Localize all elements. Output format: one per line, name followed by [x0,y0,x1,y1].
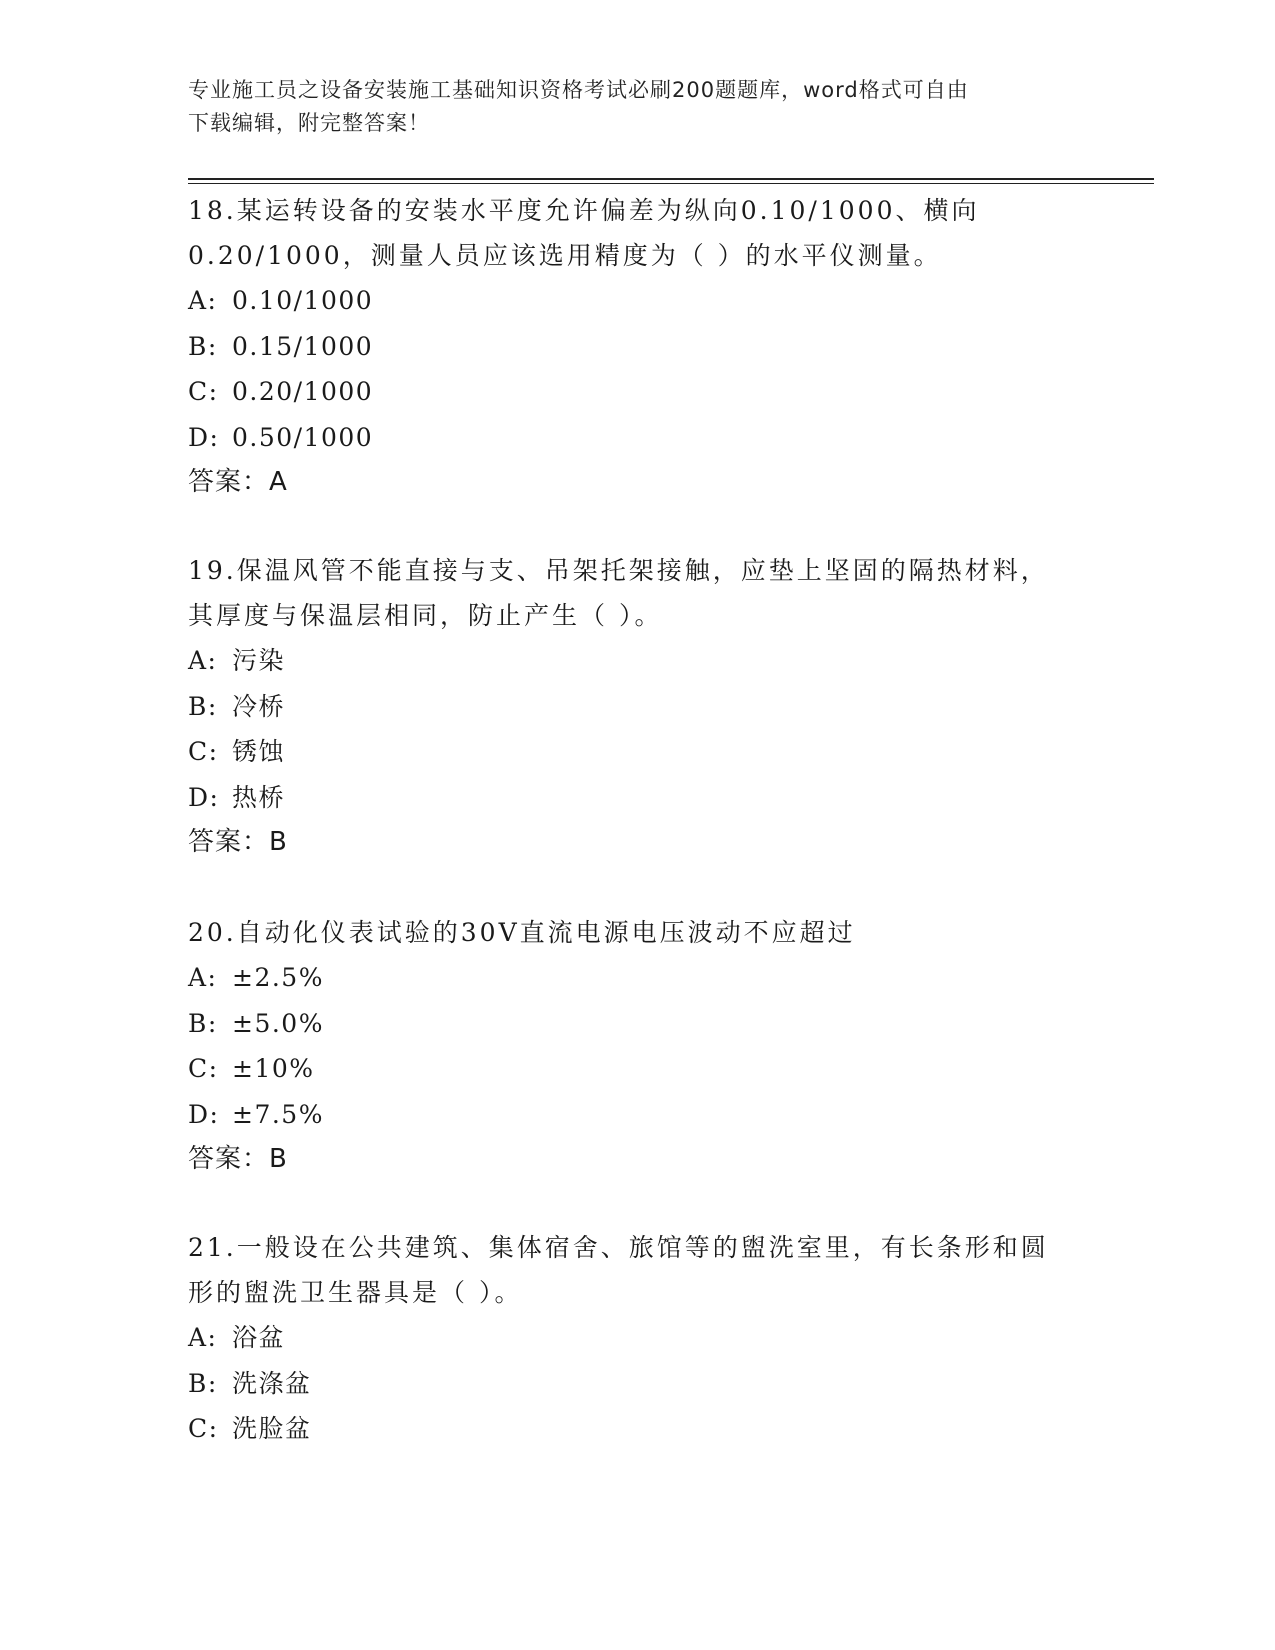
question-text-line: 18.某运转设备的安装水平度允许偏差为纵向0.10/1000、横向 [188,196,980,225]
option-text: 0.15/1000 [232,331,374,361]
question-text-line: 21.一般设在公共建筑、集体宿舍、旅馆等的盥洗室里，有长条形和圆 [188,1233,1049,1262]
question-text-line: 19.保温风管不能直接与支、吊架托架接触，应垫上坚固的隔热材料， [188,556,1049,585]
option-label: B: [188,331,218,361]
option-label: A: [188,1323,218,1352]
question-text-line: 形的盥洗卫生器具是（ ）。 [188,1278,523,1307]
question-text-line: 其厚度与保温层相同，防止产生（ ）。 [188,601,663,630]
question-18 [188,188,1088,505]
option-label: A: [188,646,218,675]
option-label: B: [188,1008,218,1038]
option-text: 热桥 [232,782,286,812]
question-21 [188,1225,1088,1452]
header-line-1: 专业施工员之设备安装施工基础知识资格考试必刷200题题库，word格式可自由 [188,78,969,102]
option-label: D: [188,1099,220,1129]
option-text: 0.50/1000 [232,422,374,452]
option-text: 浴盆 [232,1323,286,1352]
question-20 [188,910,1088,1182]
answer-line: 答案：B [188,827,288,857]
option-label: D: [188,782,220,812]
option-label: D: [188,422,220,452]
option-text: 冷桥 [232,691,286,721]
question-text-line: 20.自动化仪表试验的30V直流电源电压波动不应超过 [188,918,856,947]
answer-line: 答案：A [188,467,288,497]
option-b [188,1361,1088,1407]
answer-line: 答案：B [188,1144,288,1174]
option-text: 0.20/1000 [232,377,374,406]
question-text-line: 0.20/1000，测量人员应该选用精度为（ ）的水平仪测量。 [188,241,942,270]
option-label: A: [188,963,218,992]
option-label: C: [188,377,219,406]
option-text: ±5.0% [232,1008,324,1038]
option-label: C: [188,737,219,766]
option-text: 锈蚀 [232,737,286,766]
option-label: C: [188,1054,219,1083]
option-b [188,324,1088,370]
option-a [188,638,1088,684]
option-text: ±10% [232,1054,315,1083]
option-c [188,729,1088,775]
option-a [188,955,1088,1001]
option-d [188,415,1088,461]
option-d [188,775,1088,821]
option-b [188,684,1088,730]
option-d [188,1092,1088,1138]
option-a [188,278,1088,324]
option-text: ±2.5% [232,963,324,992]
option-c [188,369,1088,415]
option-a [188,1315,1088,1361]
document-header [188,74,1088,140]
option-text: ±7.5% [232,1099,324,1129]
option-label: A: [188,286,218,315]
option-text: 洗脸盆 [232,1414,312,1443]
option-c [188,1046,1088,1092]
header-rule-thick [188,178,1154,180]
header-line-2: 下载编辑，附完整答案！ [188,111,430,135]
option-text: 洗涤盆 [232,1368,312,1398]
header-rule-thin [188,183,1154,184]
option-label: B: [188,1368,218,1398]
question-19 [188,548,1088,865]
option-label: C: [188,1414,219,1443]
option-text: 污染 [232,646,286,675]
option-label: B: [188,691,218,721]
option-text: 0.10/1000 [232,286,374,315]
option-c [188,1406,1088,1452]
option-b [188,1001,1088,1047]
